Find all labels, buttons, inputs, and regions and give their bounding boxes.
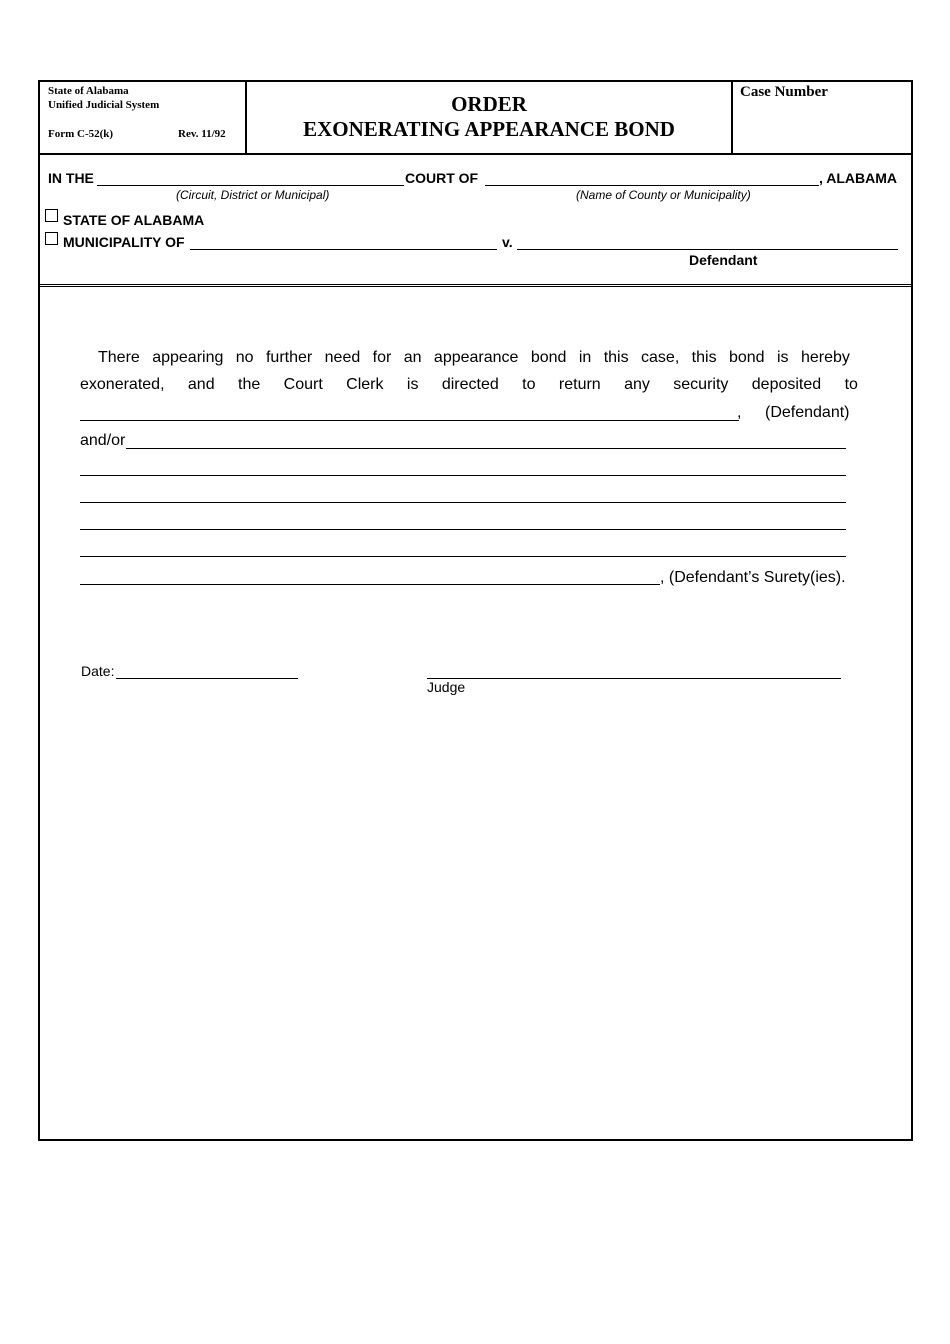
municipality-checkbox[interactable] (45, 232, 58, 245)
judge-label: Judge (427, 679, 466, 695)
form-header (40, 82, 911, 155)
section-divider (40, 284, 911, 287)
case-number-label: Case Number (740, 84, 828, 100)
date-label: Date: (81, 663, 115, 679)
judicial-system: Unified Judicial System (48, 99, 160, 111)
defendant-name-field[interactable] (517, 249, 898, 250)
title-exonerating: EXONERATING APPEARANCE BOND (303, 117, 675, 141)
court-of-label: COURT OF (405, 170, 479, 186)
court-type-hint: (Circuit, District or Municipal) (176, 188, 330, 202)
county-hint: (Name of County or Municipality) (576, 188, 751, 202)
court-type-field[interactable] (97, 185, 404, 186)
surety-field-5[interactable] (80, 556, 846, 557)
state-checkbox[interactable] (45, 209, 58, 222)
defendant-label: Defendant (689, 252, 758, 268)
judge-signature-line[interactable] (427, 678, 841, 679)
date-field[interactable] (116, 678, 298, 679)
state-option-label: STATE OF ALABAMA (63, 212, 205, 228)
surety-field-2[interactable] (80, 475, 846, 476)
defendant-tag: (Defendant) (765, 404, 850, 421)
surety-field-1[interactable] (126, 448, 846, 449)
and-or-label: and/or (80, 432, 126, 449)
form-number: Form C-52(k) (48, 128, 114, 140)
versus-label: v. (502, 234, 513, 250)
form-title (247, 82, 731, 153)
title-order: ORDER (451, 92, 527, 116)
surety-tag: , (Defendant’s Surety(ies). (660, 569, 846, 586)
surety-field-6[interactable] (80, 584, 660, 585)
municipality-field[interactable] (190, 249, 497, 250)
surety-field-4[interactable] (80, 529, 846, 530)
defendant-comma: , (737, 404, 742, 421)
surety-field-3[interactable] (80, 502, 846, 503)
issuer-block (40, 82, 247, 153)
body-line-2: exonerated, and the Court Clerk is directed to return any security deposited to (80, 376, 858, 393)
alabama-label: , ALABAMA (819, 170, 898, 186)
in-the-label: IN THE (48, 170, 94, 186)
body-line-1: There appearing no further need for an appearance bond in this case, this bond is hereby (98, 349, 850, 366)
case-number-box[interactable] (731, 82, 913, 153)
defendant-return-field[interactable] (80, 420, 739, 421)
order-form (38, 80, 913, 1141)
state-name: State of Alabama (48, 85, 129, 97)
municipality-option-label: MUNICIPALITY OF (63, 234, 185, 250)
form-revision: Rev. 11/92 (178, 128, 226, 140)
county-field[interactable] (485, 185, 819, 186)
